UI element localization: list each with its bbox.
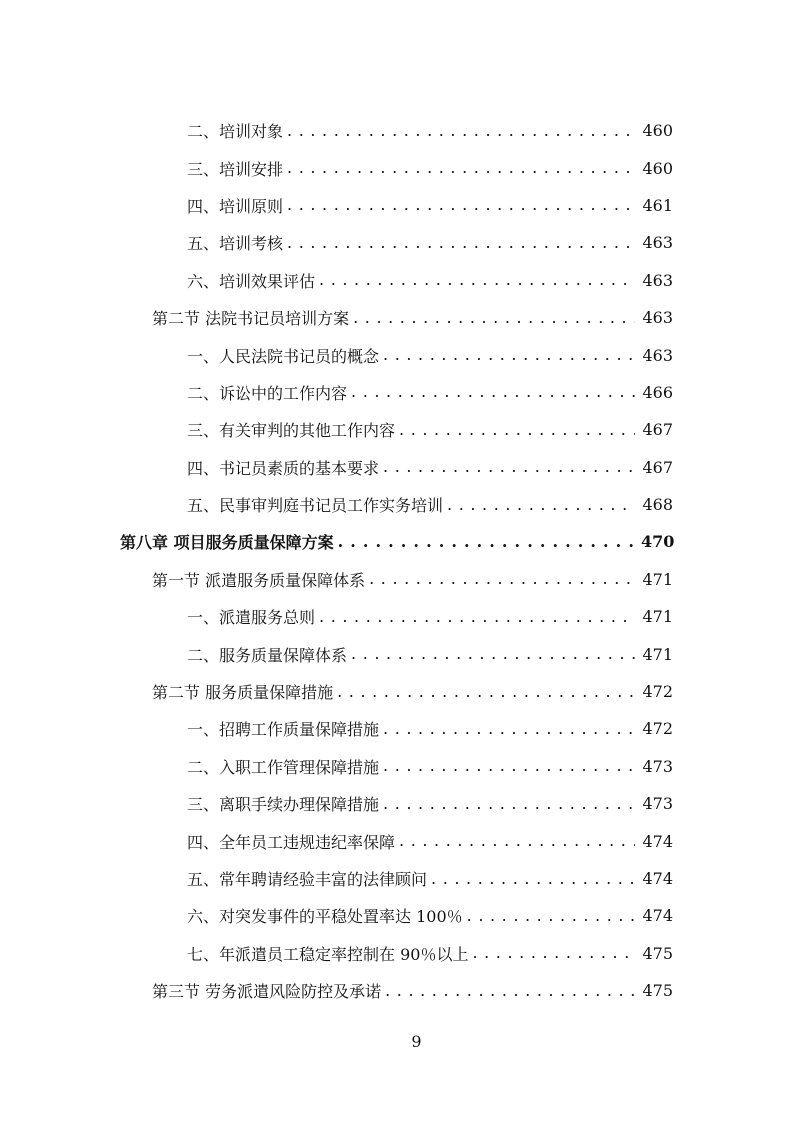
table-of-contents xyxy=(0,112,793,1009)
toc-item-entry[interactable] xyxy=(187,598,673,635)
toc-entry-title: 四、全年员工违规违纪率保障 xyxy=(187,832,396,852)
toc-item-entry[interactable] xyxy=(187,635,673,672)
toc-entry-page: 463 xyxy=(642,270,673,290)
toc-entry-title: 五、常年聘请经验丰富的法律顾问 xyxy=(187,870,428,889)
page-number: 9 xyxy=(411,1032,422,1051)
dot-leader xyxy=(319,270,635,290)
dot-leader xyxy=(399,420,635,440)
toc-section-entry[interactable] xyxy=(152,972,673,1009)
toc-entry-page: 474 xyxy=(642,831,673,851)
toc-entry-page: 460 xyxy=(642,158,673,178)
toc-entry-title: 第一节 派遣服务质量保障体系 xyxy=(152,570,366,590)
toc-entry-title: 第二节 法院书记员培训方案 xyxy=(152,309,350,329)
dot-leader xyxy=(467,906,635,926)
toc-entry-title: 第八章 项目服务质量保障方案 xyxy=(120,533,334,553)
toc-entry-title: 四、书记员素质的基本要求 xyxy=(187,458,380,478)
toc-entry-title: 六、培训效果评估 xyxy=(187,271,316,291)
toc-entry-page: 466 xyxy=(642,382,673,402)
toc-entry-title: 第三节 劳务派遣风险防控及承诺 xyxy=(152,982,382,1002)
dot-leader xyxy=(287,158,635,178)
toc-item-entry[interactable] xyxy=(187,486,673,523)
toc-entry-title: 二、培训对象 xyxy=(187,122,284,142)
toc-entry-page: 467 xyxy=(642,420,673,440)
toc-entry-title: 七、年派遣员工稳定率控制在 90％以上 xyxy=(187,944,469,964)
dot-leader xyxy=(385,981,635,1001)
toc-entry-page: 463 xyxy=(642,345,673,365)
toc-entry-title: 一、人民法院书记员的概念 xyxy=(187,346,380,366)
toc-item-entry[interactable] xyxy=(187,374,673,411)
toc-entry-page: 472 xyxy=(642,719,673,739)
toc-entry-title: 第二节 服务质量保障措施 xyxy=(152,683,334,703)
toc-entry-title: 五、民事审判庭书记员工作实务培训 xyxy=(187,496,444,516)
toc-item-entry[interactable] xyxy=(187,822,673,859)
dot-leader xyxy=(447,495,635,515)
toc-entry-page: 474 xyxy=(642,906,673,926)
toc-entry-page: 468 xyxy=(642,495,673,515)
toc-item-entry[interactable] xyxy=(187,411,673,448)
toc-entry-title: 一、招聘工作质量保障措施 xyxy=(187,720,380,740)
toc-item-entry[interactable] xyxy=(187,149,673,186)
toc-entry-page: 473 xyxy=(642,756,673,776)
dot-leader xyxy=(287,195,635,215)
toc-item-entry[interactable] xyxy=(187,785,673,822)
dot-leader xyxy=(383,794,635,814)
dot-leader xyxy=(351,644,635,664)
toc-entry-title: 六、对突发事件的平稳处置率达 100％ xyxy=(187,907,463,927)
toc-entry-page: 474 xyxy=(642,869,673,888)
toc-entry-page: 461 xyxy=(642,195,673,215)
toc-item-entry[interactable] xyxy=(187,112,673,149)
toc-item-entry[interactable] xyxy=(187,710,673,747)
toc-entry-page: 467 xyxy=(642,457,673,477)
dot-leader xyxy=(287,121,635,141)
toc-entry-page: 470 xyxy=(641,532,675,552)
toc-entry-page: 473 xyxy=(642,794,673,814)
toc-entry-page: 475 xyxy=(642,943,673,963)
toc-item-entry[interactable] xyxy=(187,187,673,224)
toc-entry-title: 二、服务质量保障体系 xyxy=(187,645,348,665)
dot-leader xyxy=(383,756,635,776)
toc-chapter-entry[interactable] xyxy=(120,523,673,560)
toc-item-entry[interactable] xyxy=(187,748,673,785)
toc-entry-page: 460 xyxy=(642,121,673,141)
toc-section-entry[interactable] xyxy=(152,673,673,710)
toc-section-entry[interactable] xyxy=(152,299,673,336)
dot-leader xyxy=(399,831,635,851)
toc-item-entry[interactable] xyxy=(187,860,673,897)
toc-entry-title: 二、诉讼中的工作内容 xyxy=(187,383,348,403)
dot-leader xyxy=(351,382,635,402)
toc-entry-page: 471 xyxy=(642,644,673,664)
dot-leader xyxy=(353,308,635,328)
dot-leader xyxy=(337,682,635,702)
toc-item-entry[interactable] xyxy=(187,224,673,261)
dot-leader xyxy=(431,869,635,889)
toc-item-entry[interactable] xyxy=(187,449,673,486)
dot-leader xyxy=(338,532,635,552)
dot-leader xyxy=(472,943,635,963)
toc-entry-page: 471 xyxy=(642,569,673,589)
toc-entry-page: 463 xyxy=(642,233,673,253)
toc-entry-title: 三、培训安排 xyxy=(187,159,284,179)
toc-item-entry[interactable] xyxy=(187,336,673,373)
dot-leader xyxy=(319,607,635,627)
toc-entry-title: 三、有关审判的其他工作内容 xyxy=(187,421,396,441)
toc-entry-page: 471 xyxy=(642,607,673,627)
toc-item-entry[interactable] xyxy=(187,897,673,934)
toc-entry-title: 五、培训考核 xyxy=(187,234,284,254)
toc-entry-title: 二、入职工作管理保障措施 xyxy=(187,757,380,777)
dot-leader xyxy=(383,719,635,739)
toc-entry-title: 四、培训原则 xyxy=(187,196,284,216)
toc-section-entry[interactable] xyxy=(152,561,673,598)
dot-leader xyxy=(383,345,635,365)
toc-entry-title: 三、离职手续办理保障措施 xyxy=(187,795,380,815)
toc-entry-title: 一、派遣服务总则 xyxy=(187,608,316,628)
dot-leader xyxy=(369,569,635,589)
toc-entry-page: 472 xyxy=(642,682,673,702)
dot-leader xyxy=(287,233,635,253)
toc-entry-page: 463 xyxy=(642,308,673,328)
dot-leader xyxy=(383,457,635,477)
toc-item-entry[interactable] xyxy=(187,262,673,299)
toc-item-entry[interactable] xyxy=(187,935,673,972)
toc-entry-page: 475 xyxy=(642,981,673,1001)
